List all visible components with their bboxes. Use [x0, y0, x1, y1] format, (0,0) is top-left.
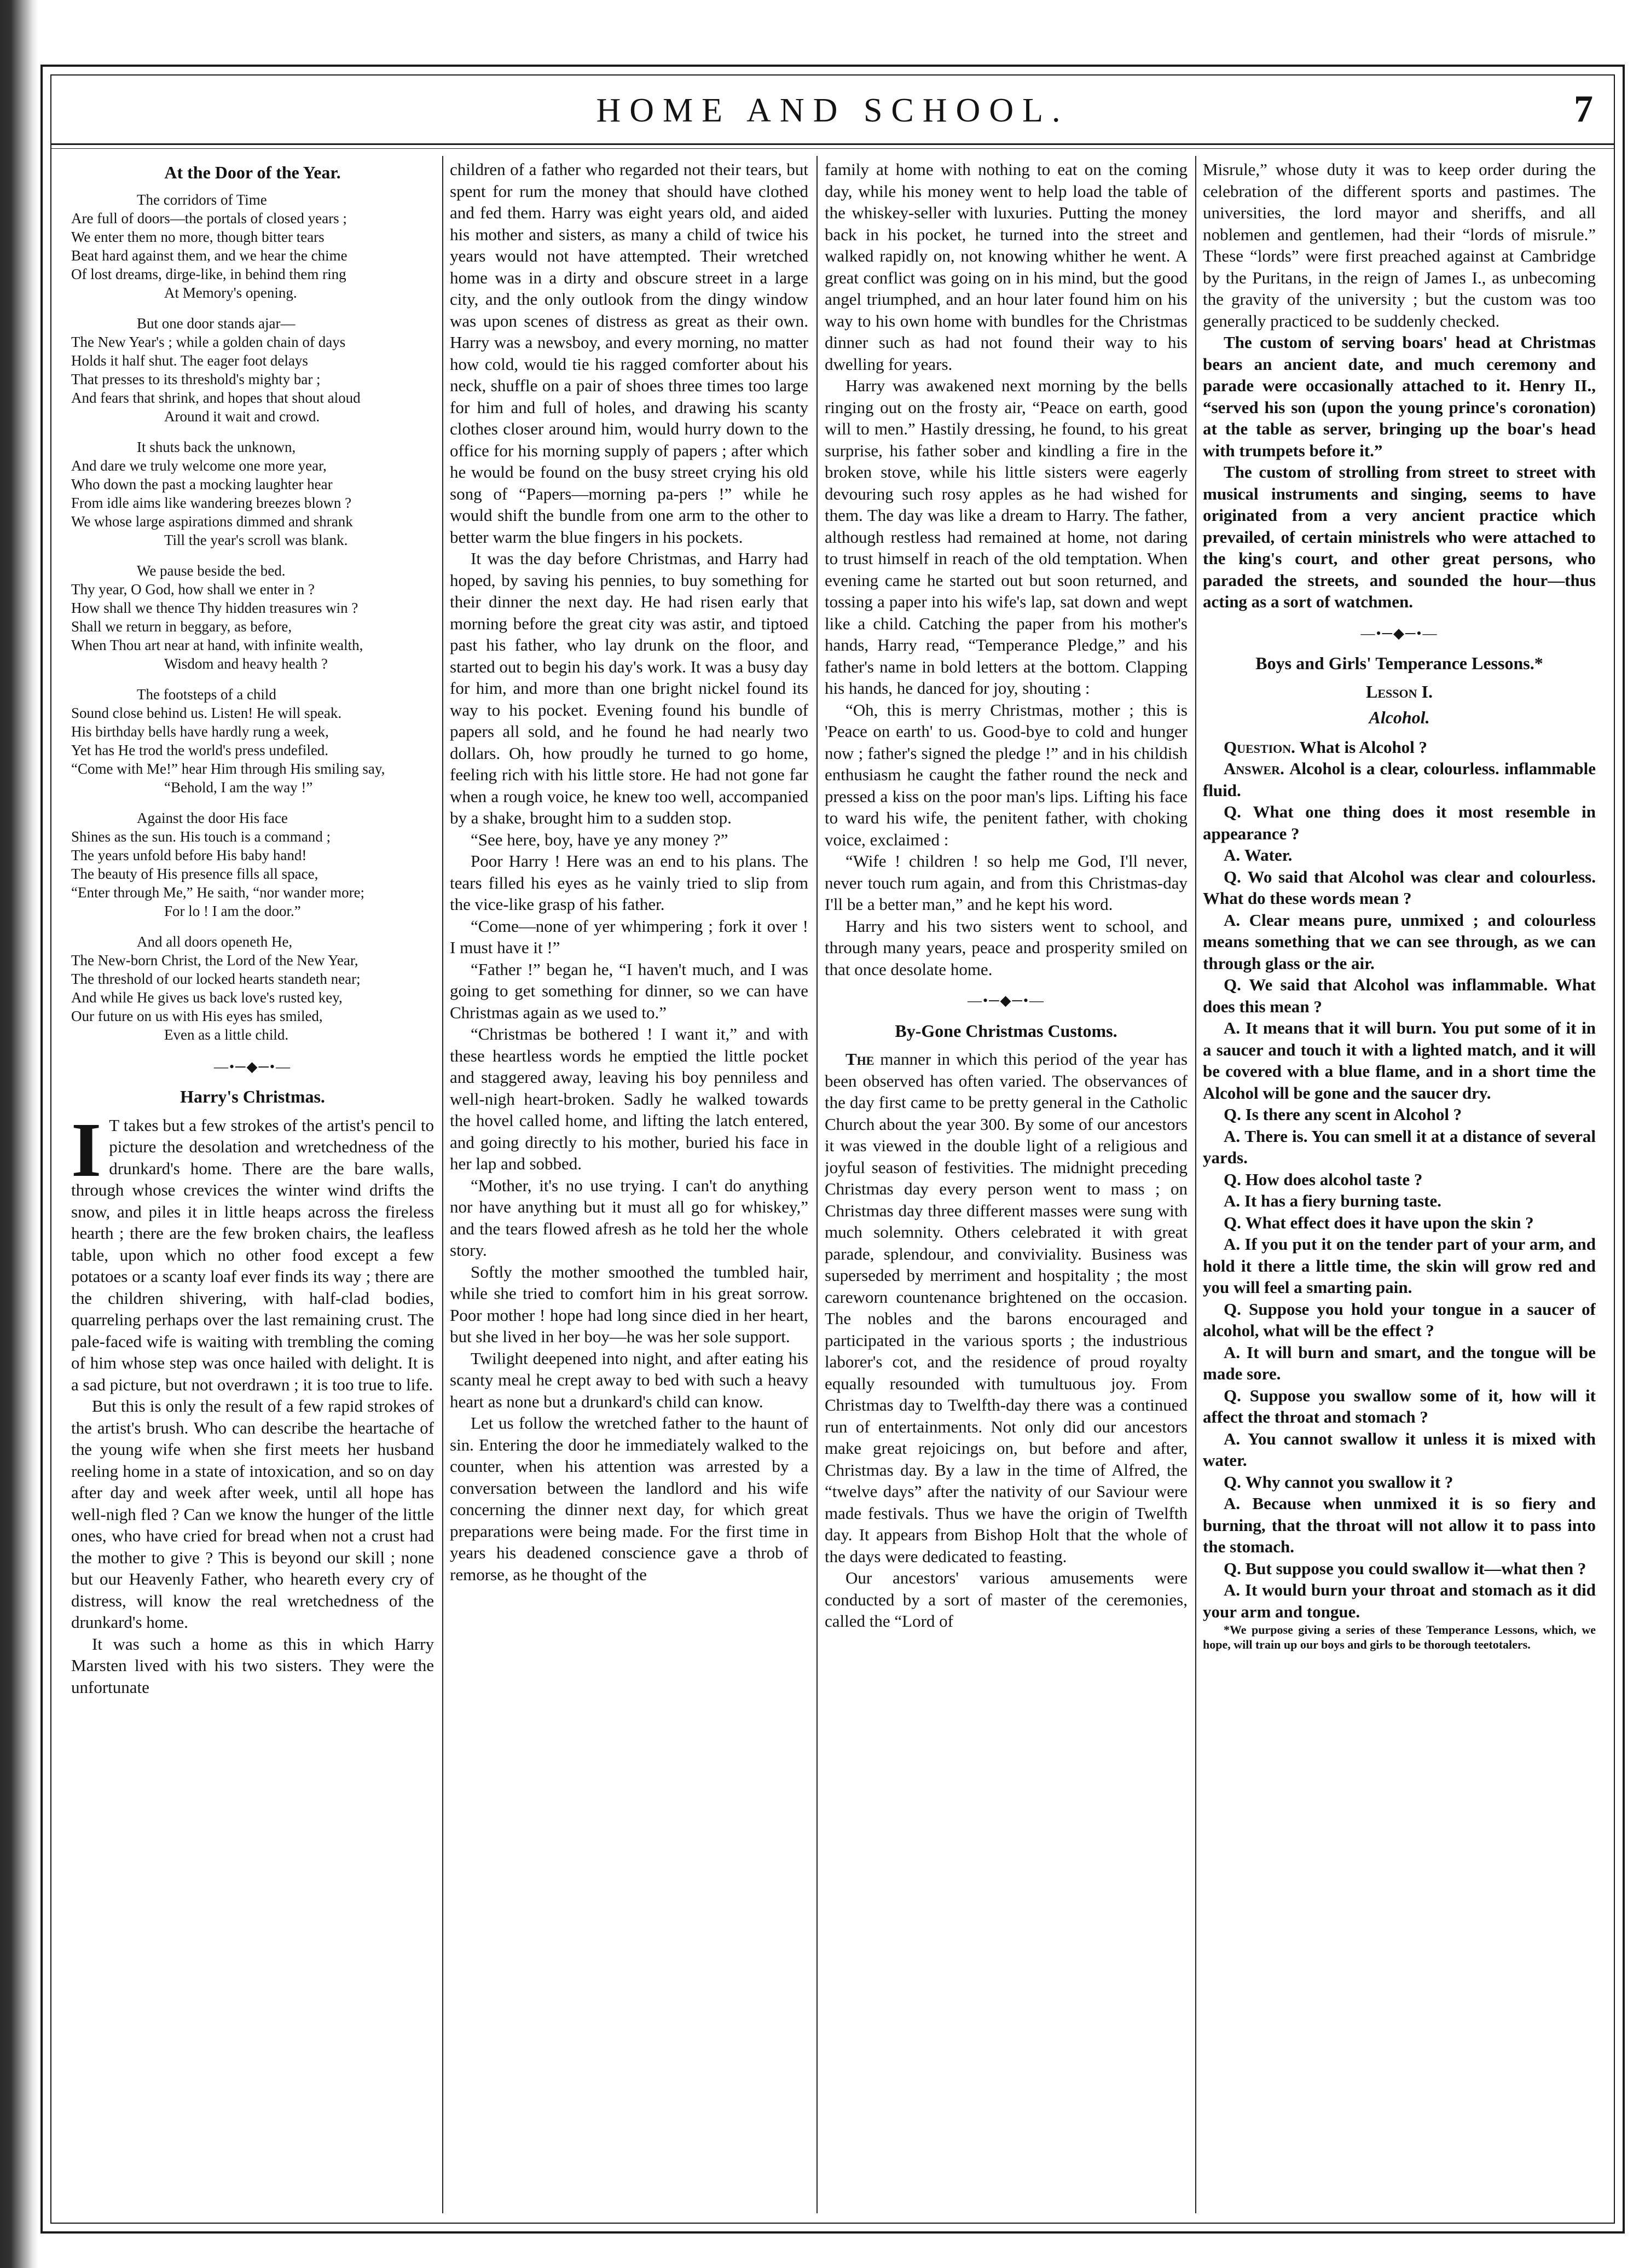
poem-line: Wisdom and heavy health ? [164, 655, 328, 672]
qa-text: What effect does it have upon the skin ? [1245, 1213, 1534, 1232]
poem-line: When Thou art near at hand, with infinite wealth, [71, 636, 363, 653]
paragraph: But this is only the result of a few rapid strokes of the artist's brush. Who can describe the heartache of the young wife when she first meets her husband reeling home in a state of intoxication, and so on day after day and week after week, until all hope has well-nigh fled ? Can we know the hunger of the little ones, who have cried for bread when not a crust had the mother to give ? This is beyond our skill ; none but our Heavenly Father, who heareth every cry of distress, will know the real wretchedness of the drunkard's home. [71, 1396, 434, 1632]
poem-line: Till the year's scroll was blank. [164, 531, 348, 548]
poem-line: The New-born Christ, the Lord of the New Year, [71, 952, 358, 968]
qa-text: It will burn and smart, and the tongue will be made sore. [1203, 1342, 1596, 1383]
paragraph: “Christmas be bothered ! I want it,” and with these heartless words he emptied the little pocket and staggered away, leaving his boy penniless and well-nigh heart-broken. Sadly he walked towards the hovel called home, and lifting the latch entered, and going directly to his mother, buried his face in her lap and sobbed. [450, 1024, 808, 1173]
paragraph: Twilight deepened into night, and after eating his scanty meal he crept away to bed with such a heavy heart as none but a drunkard's child can know. [450, 1348, 808, 1411]
poem-stanza [71, 314, 434, 426]
poem-line: The footsteps of a child [137, 686, 276, 703]
qa-key: Q. [1224, 867, 1241, 886]
qa-key: Question. [1224, 737, 1295, 757]
poem-line: We whose large aspirations dimmed and shrank [71, 513, 353, 530]
qa-item [1203, 801, 1596, 844]
qa-item [1203, 1558, 1596, 1580]
poem-line: Shines as the sun. His touch is a command ; [71, 828, 331, 845]
qa-text: You cannot swallow it unless it is mixed with water. [1203, 1429, 1596, 1470]
poem-line: The corridors of Time [137, 191, 267, 208]
page-binding-edge [0, 0, 38, 2268]
drop-cap: I [71, 1106, 102, 1193]
poem-line: “Behold, I am the way !” [164, 779, 313, 796]
paragraph: family at home with nothing to eat on the coming day, while his money went to help load the table of the whiskey-seller with luxuries. Putting the money back in his pocket, he turned into the street and walked rapidly on, not knowing whither he went. A great conflict was going on in his mind, but the good angel triumphed, and an hour later found him on his way to his own home with bundles for the Christmas dinner such as had not found their way to his dwelling for years. [825, 160, 1188, 374]
qa-text: We said that Alcohol was inflammable. What does this mean ? [1203, 975, 1596, 1016]
qa-key: Q. [1224, 1213, 1241, 1232]
poem-line: How shall we thence Thy hidden treasures win ? [71, 599, 358, 616]
poem-line: Sound close behind us. Listen! He will speak. [71, 704, 342, 721]
qa-text: Water. [1244, 845, 1293, 865]
qa-item [1203, 1212, 1596, 1234]
poem-line: It shuts back the unknown, [137, 438, 296, 455]
poem-line: “Enter through Me,” He saith, “nor wander more; [71, 884, 365, 901]
poem-line: Of lost dreams, dirge-like, in behind them ring [71, 265, 346, 282]
qa-text: If you put it on the tender part of your arm, and hold it there a little time, the skin will grow red and you will feel a smarting pain. [1203, 1234, 1596, 1297]
poem-line: Against the door His face [137, 809, 288, 826]
poem-line: Who down the past a mocking laughter hear [71, 475, 333, 492]
column-4 [1203, 159, 1596, 2194]
qa-item [1203, 1104, 1596, 1126]
poem-line: His birthday bells have hardly rung a week, [71, 723, 329, 740]
poem-line: Even as a little child. [164, 1026, 289, 1043]
article-title-harrys-christmas: Harry's Christmas. [180, 1087, 325, 1106]
paragraph: children of a father who regarded not their tears, but spent for rum the money that should have clothed and fed them. Harry was eight years old, and aided his mother and sisters, as many a child of twice his years would not have attempted. Their wretched home was in a dirty and obscure street in a large city, and the only outlook from the dingy window was upon scenes of distress as great as their own. Harry was a newsboy, and every morning, no matter how cold, would tie his ragged comforter about his neck, shuffle on a pair of shoes three times too large for him and full of holes, and drawing his scanty clothes closer around him, would hurry down to the office for his morning supply of papers ; after which he would be found on the busy street crying his old song of “Papers—morning pa-pers !” while he would shift the bundle from one arm to the other to better warm the blue fingers in his pockets. [450, 160, 808, 547]
poem-line: And fears that shrink, and hopes that shout aloud [71, 389, 361, 406]
paragraph: “Oh, this is merry Christmas, mother ; this is 'Peace on earth' to us. Good-bye to cold and hunger now ; father's signed the pledge !” and in his childish enthusiasm he caught the father round the neck and pressed a kiss on the poor man's lips. Lifting his face to ward his wife, the penitent father, with choking voice, exclaimed : [825, 700, 1188, 849]
poem-line: Beat hard against them, and we hear the chime [71, 247, 348, 264]
column-3 [825, 159, 1188, 2194]
qa-item [1203, 1579, 1596, 1622]
qa-item [1203, 1017, 1596, 1104]
poem-line: The threshold of our locked hearts standeth near; [71, 970, 361, 987]
qa-item [1203, 1126, 1596, 1169]
column-rule [1195, 156, 1196, 2213]
qa-key: A. [1224, 1580, 1241, 1599]
poem-stanza [71, 561, 434, 673]
section-ornament: —•─◆─•— [213, 1058, 292, 1075]
poem-stanza [71, 932, 434, 1044]
qa-text: It would burn your throat and stomach as it did your arm and tongue. [1203, 1580, 1596, 1621]
column-2 [450, 159, 808, 2194]
qa-item [1203, 1190, 1596, 1212]
poem-line: Are full of doors—the portals of closed years ; [71, 210, 347, 227]
qa-text: Because when unmixed it is so fiery and burning, that the throat will not allow it to pass into the stomach. [1203, 1494, 1596, 1556]
qa-item [1203, 1169, 1596, 1191]
paragraph: Poor Harry ! Here was an end to his plans. The tears filled his eyes as he vainly tried to slip from the vice-like grasp of his father. [450, 851, 808, 914]
qa-item [1203, 866, 1596, 909]
qa-item [1203, 1342, 1596, 1385]
paragraph: Our ancestors' various amusements were conducted by a sort of master of the ceremonies, called the “Lord of [825, 1568, 1188, 1631]
section-ornament: —•─◆─•— [967, 993, 1045, 1008]
qa-key: Q. [1224, 1299, 1241, 1319]
masthead [50, 85, 1615, 137]
qa-key: A. [1224, 1234, 1241, 1254]
qa-text: Suppose you hold your tongue in a saucer of alcohol, what will be the effect ? [1203, 1299, 1596, 1340]
qa-text: What is Alcohol ? [1299, 737, 1428, 757]
qa-text: Why cannot you swallow it ? [1245, 1472, 1453, 1492]
qa-key: A. [1224, 910, 1241, 930]
paragraph: T takes but a few strokes of the artist's pencil to picture the desolation and wretchedness of the drunkard's home. There are the bare walls, through whose crevices the winter wind drifts the snow, and piles it in little heaps across the fireless hearth ; there are the few broken chairs, the leafless table, upon which no other food except a few potatoes or a scanty loaf ever finds its way ; there are the children shivering, with half-clad bodies, quarreling perhaps over the last remaining crust. The pale-faced wife is waiting with trembling the coming of him whose step was once hailed with delight. It is a sad picture, but not overdrawn ; it is too true to life. [71, 1115, 434, 1394]
qa-key: Q. [1224, 1385, 1241, 1405]
poem-stanza [71, 809, 434, 920]
poem-line: Our future on us with His eyes has smiled, [71, 1007, 323, 1024]
article-title-customs: By-Gone Christmas Customs. [895, 1020, 1117, 1041]
qa-item [1203, 758, 1596, 801]
poem-stanza [71, 685, 434, 797]
lesson-subject: Alcohol. [1369, 707, 1430, 727]
qa-item [1203, 1493, 1596, 1558]
qa-item [1203, 736, 1596, 758]
poem-line: Shall we return in beggary, as before, [71, 618, 292, 635]
paragraph: Let us follow the wretched father to the haunt of sin. Entering the door he immediately walked to the counter, when his attention was arrested by a conversation between the landlord and his wife concerning the dinner next day, for which great preparations were being made. For the first time in years his deadened conscience gave a throb of remorse, as he thought of the [450, 1413, 808, 1584]
paragraph: “See here, boy, have ye any money ?” [471, 830, 728, 849]
qa-text: How does alcohol taste ? [1245, 1169, 1423, 1189]
column-1 [71, 159, 434, 2194]
poem-line: We enter them no more, though bitter tears [71, 228, 325, 245]
qa-text: Clear means pure, unmixed ; and colourless means something that we can see through, as we can through glass or the air. [1203, 910, 1596, 973]
paragraph: “Mother, it's no use trying. I can't do anything nor have anything but it must all go for whiskey,” and the tears flowed afresh as he told her the whole story. [450, 1175, 808, 1260]
qa-item [1203, 1428, 1596, 1471]
paragraph: “Come—none of yer whimpering ; fork it over ! I must have it !” [450, 916, 808, 957]
column-rule [816, 156, 818, 2213]
qa-key: A. [1224, 1342, 1241, 1362]
poem-line: For lo ! I am the door.” [164, 902, 301, 919]
paragraph: The custom of strolling from street to street with musical instruments and singing, seems to have originated from a very ancient practice which prevailed, of certain ministrels who were attached to the king's court, and other great persons, who paraded the streets, and sounded the hour—thus acting as a sort of watchmen. [1203, 462, 1596, 611]
qa-item [1203, 909, 1596, 975]
poem-line: “Come with Me!” hear Him through His smiling say, [71, 760, 385, 777]
qa-text: It has a fiery burning taste. [1244, 1191, 1441, 1210]
poem-line: The years unfold before His baby hand! [71, 846, 307, 863]
poem-line: The beauty of His presence fills all space, [71, 865, 318, 882]
qa-key: Q. [1224, 1558, 1241, 1578]
poem-line: And while He gives us back love's rusted key, [71, 989, 343, 1006]
column-rule [442, 156, 443, 2213]
paragraph: “Father !” began he, “I haven't much, and I was going to get something for dinner, so we can have Christmas again as we used to.” [450, 959, 808, 1022]
poem-line: But one door stands ajar— [137, 315, 296, 332]
paragraph: It was such a home as this in which Harry Marsten lived with his two sisters. They were the unfortunate [71, 1634, 434, 1697]
qa-key: A. [1224, 845, 1241, 865]
poem-stanza [71, 438, 434, 549]
qa-text: Is there any scent in Alcohol ? [1245, 1105, 1462, 1124]
qa-item [1203, 1233, 1596, 1298]
qa-item [1203, 974, 1596, 1017]
qa-key: Q. [1224, 1169, 1241, 1189]
lead-word: The [845, 1049, 874, 1069]
poem-line: The New Year's ; while a golden chain of days [71, 333, 346, 350]
qa-text: Wo said that Alcohol was clear and colourless. What do these words mean ? [1203, 867, 1596, 908]
qa-key: Q. [1224, 802, 1241, 821]
masthead-rule [50, 143, 1615, 149]
masthead-title: HOME AND SCHOOL. [596, 92, 1069, 129]
qa-item [1203, 844, 1596, 866]
poem-line: At Memory's opening. [164, 284, 297, 301]
poem-line: And dare we truly welcome one more year, [71, 457, 327, 474]
poem-line: We pause beside the bed. [137, 562, 286, 579]
qa-key: A. [1224, 1191, 1241, 1210]
footnote: *We purpose giving a series of these Temperance Lessons, which, we hope, will train up our boys and girls to be thorough teetotalers. [1203, 1623, 1596, 1651]
qa-key: A. [1224, 1126, 1241, 1146]
page-number: 7 [1574, 88, 1593, 130]
qa-key: Q. [1224, 975, 1241, 994]
qa-key: A. [1224, 1494, 1241, 1513]
qa-key: A. [1224, 1018, 1241, 1037]
poem-body [71, 190, 434, 1044]
qa-item [1203, 1385, 1596, 1428]
qa-text: There is. You can smell it at a distance of several yards. [1203, 1126, 1596, 1167]
qa-text: But suppose you could swallow it—what then ? [1245, 1558, 1586, 1578]
paragraph: The custom of serving boars' head at Christmas bears an ancient date, and much ceremony and parade were occasionally attached to it. Henry II., “served his son (upon the young prince's coronation) at the table as server, bringing up the boar's head with trumpets before it.” [1203, 333, 1596, 460]
paragraph: Harry and his two sisters went to school, and through many years, peace and prosperity smiled on that once desolate home. [825, 916, 1188, 979]
qa-key: A. [1224, 1429, 1241, 1448]
poem-line: Yet has He trod the world's press undefiled. [71, 741, 329, 758]
poem-line: Thy year, O God, how shall we enter in ? [71, 581, 315, 598]
paragraph [825, 1048, 1188, 1567]
poem-line: And all doors openeth He, [137, 933, 293, 950]
qa-text: It means that it will burn. You put some of it in a saucer and touch it with a lighted match, and it will be covered with a blue flame, and in a short time the Alcohol will be gone and the saucer dry. [1203, 1018, 1596, 1103]
poem-line: Around it wait and crowd. [164, 408, 320, 425]
article-title-lessons: Boys and Girls' Temperance Lessons.* [1255, 653, 1543, 673]
qa-key: Q. [1224, 1472, 1241, 1492]
paragraph: “Wife ! children ! so help me God, I'll never, never touch rum again, and from this Christmas-day I'll be a better man,” and he kept his word. [825, 851, 1188, 914]
qa-list [1203, 736, 1596, 1623]
poem-line: From idle aims like wandering breezes blown ? [71, 494, 352, 511]
qa-text: What one thing does it most resemble in appearance ? [1203, 802, 1596, 843]
poem-stanza [71, 190, 434, 302]
lesson-number: Lesson I. [1366, 681, 1433, 701]
qa-item [1203, 1298, 1596, 1342]
paragraph: Harry was awakened next morning by the bells ringing out on the frosty air, “Peace on earth, good will to men.” Hastily dressing, he found, to his great surprise, his father sober and kindling a fire in the broken stove, while his little sisters were eagerly devouring such rosy apples as he had wished for them. The day was like a dream to Harry. The father, although restless had remained at home, not daring to trust himself in reach of the old temptation. When evening came he started out but soon returned, and tossing a paper into his wife's lap, sat down and wept like a child. Catching the paper from his mother's hands, Harry read, “Temperance Pledge,” and his father's name in bold letters at the bottom. Clapping his hands, he danced for joy, shouting : [825, 376, 1188, 698]
paragraph-text: manner in which this period of the year has been observed has often varied. The observances of the day first came to be pretty general in the Catholic Church about the year 300. By some of our ancestors it was viewed in the double light of a religious and joyful season of festivities. The midnight preceding Christmas day every person went to mass ; on Christmas day three different masses were sung with much solemnity. Others celebrated it with great parade, splendour, and conviviality. Business was superseded by merriment and hospitality ; the most careworn countenance brightened on the occasion. The nobles and the barons encouraged and participated in the various sports ; the industrious laborer's cot, and the residence of proud royalty equally resounded with tumultuous joy. From Christmas day to Twelfth-day there was a continued run of entertainments. Not only did our ancestors make great rejoicings on, but before and after, Christmas day. By a law in the time of Alfred, the “twelve days” after the nativity of our Saviour were made festivals. Thus we have the origin of Twelfth day. It appears from Bishop Holt that the whole of the days were dedicated to feasting. [825, 1049, 1188, 1566]
qa-text: Suppose you swallow some of it, how will it affect the throat and stomach ? [1203, 1385, 1596, 1426]
qa-text: Alcohol is a clear, colourless. inflammable fluid. [1203, 759, 1596, 800]
qa-key: Answer. [1224, 759, 1284, 778]
qa-item [1203, 1471, 1596, 1493]
paragraph: Misrule,” whose duty it was to keep order during the celebration of the different sports and pastimes. The universities, the lord mayor and sheriffs, and all noblemen and gentlemen, had their “lords of misrule.” These “lords” were first preached against at Cambridge by the Puritans, in the reign of James I., as unbecoming the gravity of the university ; but the custom was too generally practiced to be suddenly checked. [1203, 160, 1596, 330]
poem-line: Holds it half shut. The eager foot delays [71, 352, 308, 369]
paragraph: Softly the mother smoothed the tumbled hair, while she tried to comfort him in his great sorrow. Poor mother ! hope had long since died in her heart, but she lived in her boy—he was her sole support. [450, 1262, 808, 1346]
section-ornament: —•─◆─•— [1360, 625, 1438, 641]
poem-title: At the Door of the Year. [164, 163, 341, 182]
paragraph: It was the day before Christmas, and Harry had hoped, by saving his pennies, to buy something for their dinner the next day. He had risen early that morning before the great city was astir, and tiptoed past his father, who lay drunk on the floor, and started out to begin his day's work. It was a busy day for him, and more than one bright nickel found its way to his pocket. Evening found his bundle of papers all sold, and he found he had nearly two dollars. Oh, how proudly he turned to go home, feeling rich with his little store. He had not gone far when a rough voice, he knew too well, accompanied by a shake, brought him to a sudden stop. [450, 549, 808, 827]
poem-line: That presses to its threshold's mighty bar ; [71, 370, 321, 387]
qa-key: Q. [1224, 1105, 1241, 1124]
